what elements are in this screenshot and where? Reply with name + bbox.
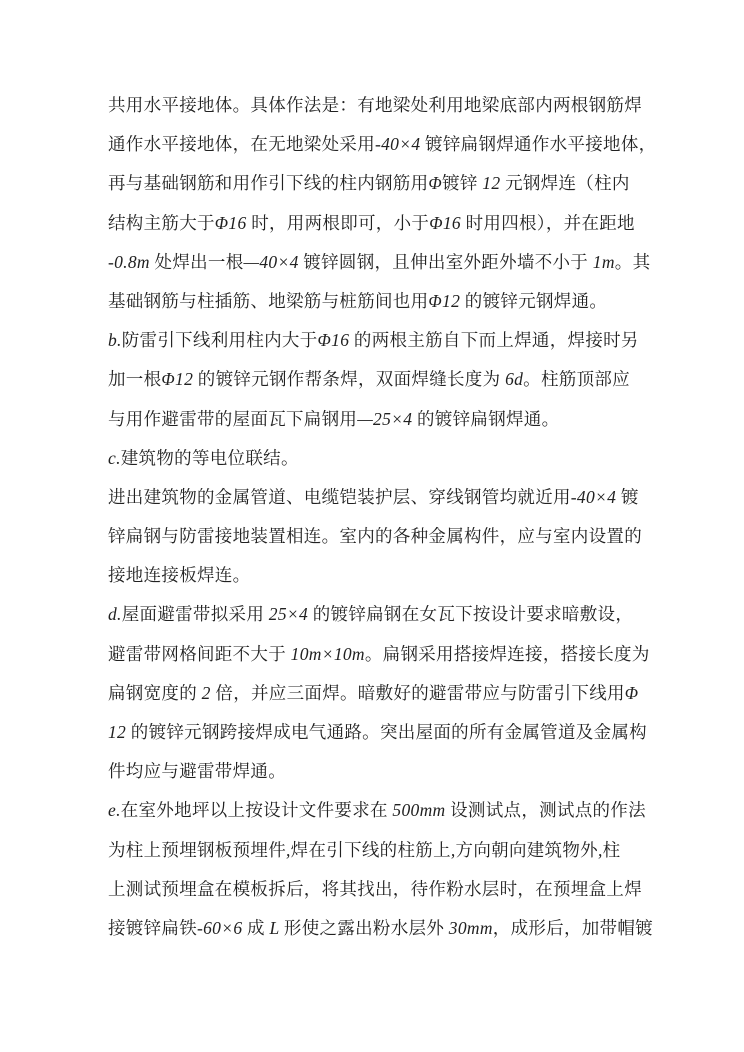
text-line: 锌扁钢与防雷接地装置相连。室内的各种金属构件，应与室内设置的 (108, 526, 642, 547)
text-line: 与用作避雷带的屋面瓦下扁钢用—25×4 的镀锌扁钢焊通。 (108, 408, 560, 429)
document-text-block (108, 86, 657, 948)
text-line: 共用水平接地体。具体作法是：有地梁处利用地梁底部内两根钢筋焊 (108, 95, 642, 115)
text-line: 为柱上预埋钢板预埋件,焊在引下线的柱筋上,方向朝向建筑物外,柱 (108, 839, 621, 860)
text-line: 接地连接板焊连。 (108, 565, 251, 586)
text-line: 通作水平接地体，在无地梁处采用-40×4 镀锌扁钢焊通作水平接地体， (108, 134, 657, 155)
text-line: 接镀锌扁铁-60×6 成 L 形使之露出粉水层外 30mm，成形后，加带帽镀 (108, 917, 653, 938)
text-line: 结构主筋大于Φ16 时，用两根即可，小于Φ16 时用四根），并在距地 (108, 212, 635, 233)
text-line: c.建筑物的等电位联结。 (108, 447, 299, 468)
text-line: 12 的镀锌元钢跨接焊成电气通路。突出屋面的所有金属管道及金属构 (108, 722, 647, 742)
text-line: 扁钢宽度的 2 倍，并应三面焊。暗敷好的避雷带应与防雷引下线用Φ (108, 682, 639, 703)
text-line: d.屋面避雷带拟采用 25×4 的镀锌扁钢在女瓦下按设计要求暗敷设， (108, 604, 634, 625)
text-line: 件均应与避雷带焊通。 (108, 761, 286, 782)
text-line: e.在室外地坪以上按设计文件要求在 500mm 设测试点，测试点的作法 (108, 800, 646, 821)
text-line: 上测试预埋盒在模板拆后，将其找出，待作粉水层时，在预埋盒上焊 (108, 878, 642, 899)
text-line: 避雷带网格间距不大于 10m×10m。扁钢采用搭接焊连接，搭接长度为 (108, 643, 650, 664)
text-line: 进出建筑物的金属管道、电缆铠装护层、穿线钢管均就近用-40×4 镀 (108, 486, 639, 507)
text-line: -0.8m 处焊出一根—40×4 镀锌圆钢，且伸出室外距外墙不小于 1m。其 (108, 251, 651, 272)
text-line: b.防雷引下线利用柱内大于Φ16 的两根主筋自下而上焊通，焊接时另 (108, 330, 639, 351)
text-line: 再与基础钢筋和用作引下线的柱内钢筋用Φ镀锌 12 元钢焊连（柱内 (108, 173, 630, 194)
text-line: 基础钢筋与柱插筋、地梁筋与桩筋间也用Φ12 的镀锌元钢焊通。 (108, 290, 608, 311)
text-line: 加一根Φ12 的镀锌元钢作帮条焊，双面焊缝长度为 6d。柱筋顶部应 (108, 369, 630, 390)
